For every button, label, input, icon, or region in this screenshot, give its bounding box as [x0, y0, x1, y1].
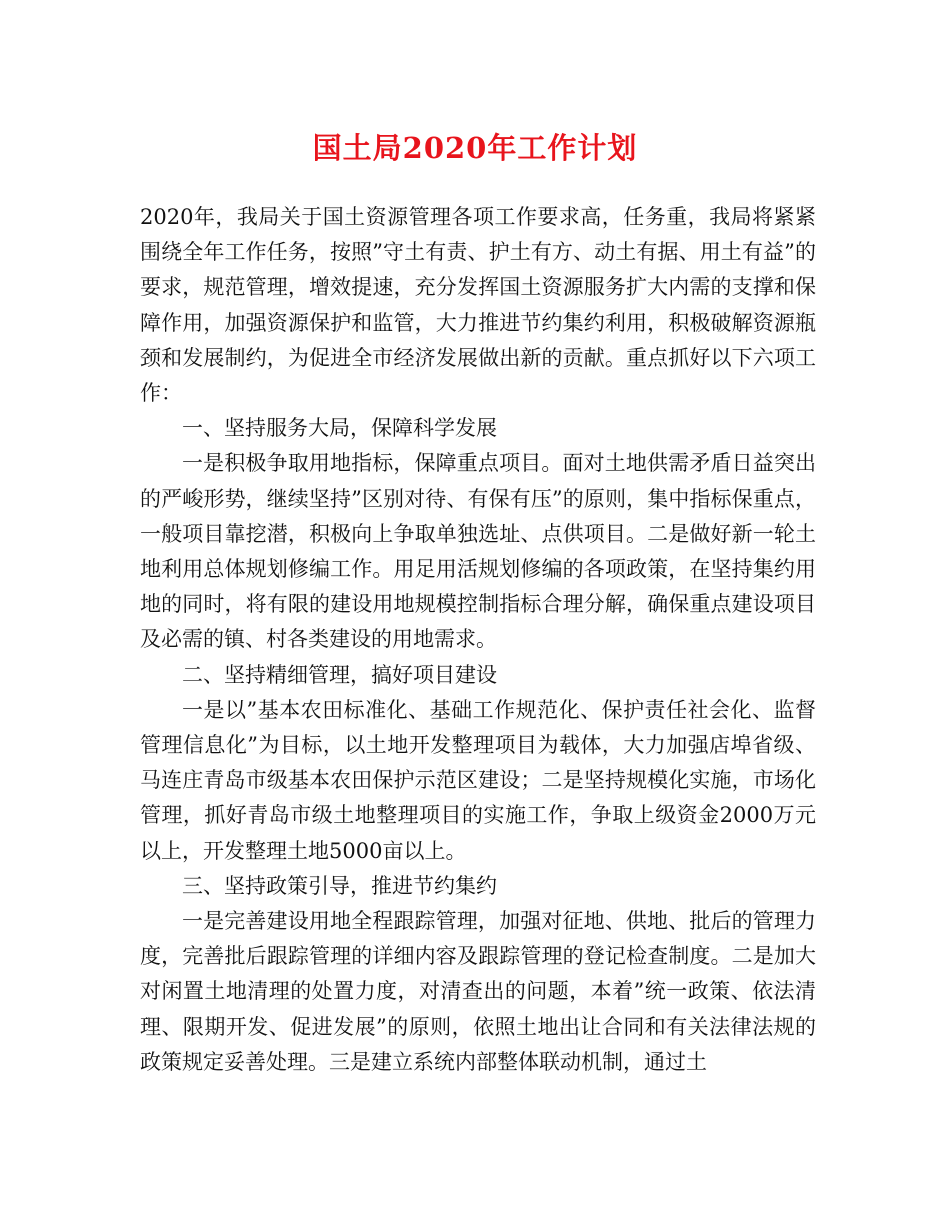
- section-heading-1: 一、坚持服务大局，保障科学发展: [182, 416, 497, 441]
- section-heading-3: 三、坚持政策引导，推进节约集约: [182, 873, 497, 898]
- section-heading-2: 二、坚持精细管理，搞好项目建设: [182, 662, 497, 687]
- document-title: 国土局2020年工作计划: [312, 131, 638, 165]
- intro-paragraph: 2020年，我局关于国土资源管理各项工作要求高，任务重，我局将紧紧围绕全年工作任务，按照”守土有责、护土有方、动土有据、用土有益”的要求，规范管理，增效提速，充分发挥国土资源服务扩大内需的支撑和保障作用，加强资源保护和监管，大力推进节约集约利用，积极破解资源瓶颈和发展制约，为促进全市经济发展做出新的贡献。重点抓好以下六项工作：: [140, 205, 816, 406]
- document-body: [140, 200, 816, 1080]
- section-paragraph-1: 一是积极争取用地指标，保障重点项目。面对土地供需矛盾日益突出的严峻形势，继续坚持”区别对待、有保有压”的原则，集中指标保重点，一般项目靠挖潜，积极向上争取单独选址、点供项目。二是做好新一轮土地利用总体规划修编工作。用足用活规划修编的各项政策，在坚持集约用地的同时，将有限的建设用地规模控制指标合理分解，确保重点建设项目及必需的镇、村各类建设的用地需求。: [140, 451, 816, 652]
- section-paragraph-2: 一是以”基本农田标准化、基础工作规范化、保护责任社会化、监督管理信息化”为目标，以土地开发整理项目为载体，大力加强店埠省级、马连庄青岛市级基本农田保护示范区建设；二是坚持规模化实施，市场化管理，抓好青岛市级土地整理项目的实施工作，争取上级资金2000万元以上，开发整理土地5000亩以上。: [140, 697, 816, 863]
- section-paragraph-3: 一是完善建设用地全程跟踪管理，加强对征地、供地、批后的管理力度，完善批后跟踪管理的详细内容及跟踪管理的登记检查制度。二是加大对闲置土地清理的处置力度，对清查出的问题，本着”统一政策、依法清理、限期开发、促进发展”的原则，依照土地出让合同和有关法律法规的政策规定妥善处理。三是建立系统内部整体联动机制，通过土: [140, 909, 816, 1074]
